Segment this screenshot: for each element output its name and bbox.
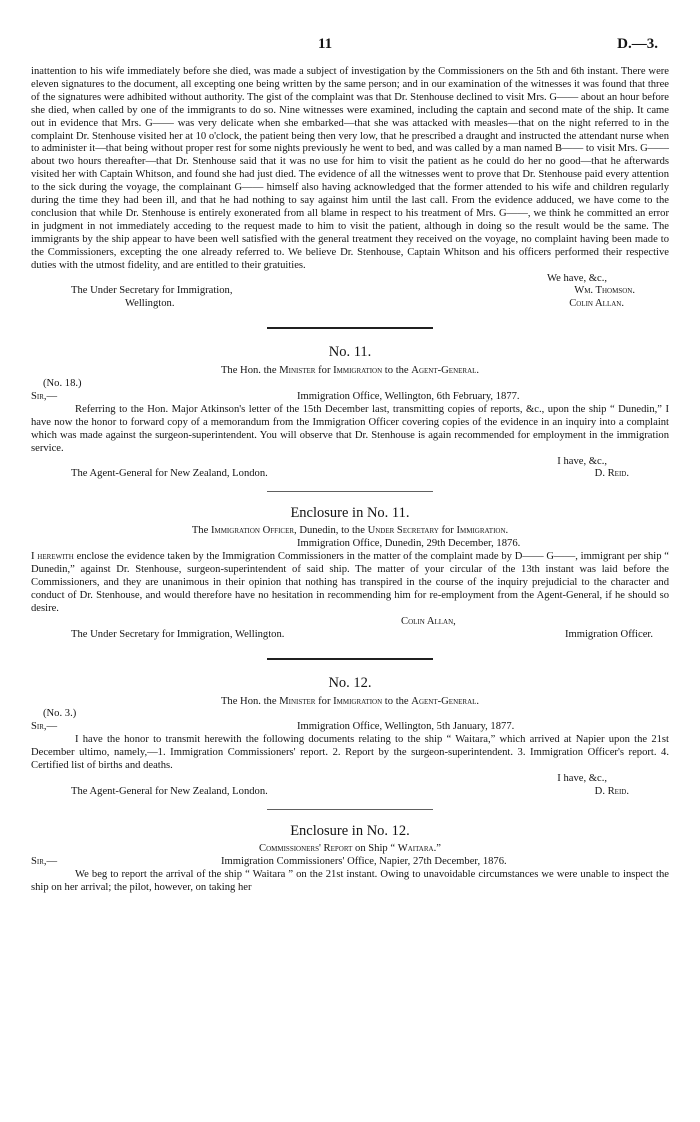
title-text: Minister [279,365,316,377]
salutation-enc12: Sir,— [31,855,58,867]
signature-row-enc11 [31,629,669,642]
letter-title-no12 [31,696,669,709]
signature-row-no12 [31,786,669,799]
section-divider [267,327,433,329]
letter-title-no11 [31,365,669,378]
title-text: Immigration [456,525,506,537]
title-text: Under Secretary [367,525,439,537]
office-no12: Immigration Office, Wellington, 5th January, 1877. [297,721,515,733]
salutation-no12: Sir,— [31,721,58,733]
page-number: 11 [318,36,333,52]
title-text: The [191,525,211,537]
signer-title-enc11: Immigration Officer. [564,628,653,640]
title-text: Commissioners' Report [259,842,353,854]
enclosure-heading-no12: Enclosure in No. 12. [290,822,410,839]
enclosure-heading-no11: Enclosure in No. 11. [290,505,410,522]
office-enc11: Immigration Office, Dunedin, 29th December, 1876. [297,538,521,550]
addressee-no11: The Agent-General for New Zealand, London. [71,468,268,480]
signer-no12: D. Reid. [594,785,629,797]
lead-word: I herewith [31,551,74,563]
title-text: Minister [279,695,316,707]
title-text: Agent-General [411,695,477,707]
title-text: to the [382,695,412,707]
title-text: to the [382,365,412,377]
page-content [31,66,669,894]
office-line-enc12 [31,856,669,869]
office-enc12: Immigration Commissioners' Office, Napier, 27th December, 1876. [221,855,507,867]
enclosure-title-no11 [31,525,669,538]
enclosure-divider [267,809,433,810]
intro-signature-row-2 [31,298,669,311]
title-text: Agent-General [411,365,477,377]
salutation-no11: Sir,— [31,391,58,403]
title-text: for [315,365,334,377]
signer-enc11: Colin Allan, [401,615,456,627]
office-no11: Immigration Office, Wellington, 6th February, 1877. [297,391,520,403]
title-text: Immigration [333,695,383,707]
addressee-no12: The Agent-General for New Zealand, London. [71,785,268,797]
intro-addressee-line2: Wellington. [125,298,175,310]
letter-body-no11: Referring to the Hon. Major Atkinson's letter of the 15th December last, transmitting copies of reports, &c., upon the ship “ Dunedin,” I have now the honor to forward copy of a memorandum from the Immigration Officer covering copies of the evidence in an inquiry into a complaint which was made against the surgeon-superintendent. You will observe that Dr. Stenhouse is again recommended for employment in the immigration service. [31,403,669,454]
addressee-enc11: The Under Secretary for Immigration, Wellington. [71,628,285,640]
intro-signer-2: Colin Allan. [569,298,624,310]
enclosure-body-no11 [31,551,669,616]
enclosure-title-no12 [31,843,669,856]
title-text: on Ship “ [352,842,398,854]
enclosure-body-text: enclose the evidence taken by the Immigration Commissioners in the matter of the complaint made by D—— G——, immigrant per ship “ Dunedin,” against Dr. Stenhouse, surgeon-superintendent of said ship. The matter of your circular of the 13th instant was laid before the Commissioners, and they are unanimous in their opinion that nothing has transpired in the course of the inquiry prejudicial to the character and conduct of Dr. Stenhouse, and would therefore have no hesitation in recommending him for re-employment from the Agent-General, if he should so desire. [31,551,669,614]
title-text: Waitara [397,842,434,854]
intro-closing: We have, &c., [546,272,607,284]
letter-body-no12: I have the honor to transmit herewith the following documents relating to the ship “ Waitara,” which arrived at Napier upon the 21st December ultimo, namely,—1. Immigration Commissioners' report. 2. Report by the surgeon-superintendent. 3. Immigration Officer's report. 4. Certified list of births and deaths. [31,734,669,772]
office-line-no11 [31,391,669,404]
intro-signature-row [31,285,669,298]
page-header [0,38,700,58]
closing-no12: I have, &c., [557,772,607,784]
letter-ref-no11: (No. 18.) [43,378,82,390]
title-text: The Hon. the [220,695,280,707]
title-text: . [505,525,509,537]
document-code: D.—3. [617,36,658,52]
intro-paragraph: inattention to his wife immediately before she died, was made a subject of investigation by the Commissioners on the 5th and 6th instant. There were eleven signatures to the document, all excepting one being written by the same person; and in our examination of the witnesses it was found that three of the signatures were adhibited without authority. The gist of the complaint was that Dr. Stenhouse declined to visit Mrs. G—— about an hour before she died, when called by one of the immigrants to do so. Nine witnesses were examined, including the captain and second mate of the ship. It came out in evidence that Mrs. G—— was very delicate when she embarked—that she was attacked with measles—that on the night referred to in the complaint Dr. Stenhouse visited her at 10 o'clock, the patient being then very low, that he prescribed a draught and instructed the attendant nurse when to administer it—that being without proper rest for some nights previously he went to bed, and was called by a man named B—— to visit Mrs. G—— about two hours thereafter—that Dr. Stenhouse said that it was no use for him to visit the patient as he could do her no good—that he afterwards visited her with Captain Whitson, and found she had just died. The evidence of all the witnesses went to prove that Dr. Stenhouse paid every attention to the sick during the voyage, the complainant G—— himself also having acknowledged that the former attended to his wife and children regularly during the time they had been ill, and that he had nothing to say against him until the last call. From the evidence adduced, we have come to the conclusion that while Dr. Stenhouse is entirely exonerated from all blame in respect to his treatment of Mrs. G——, we think he committed an error in judgment in not immediately acceding to the request made to him to visit the patient, although in doing so the result would be the same. The immigrants by the ship appear to have been well satisfied with the general treatment they received on the voyage, no complaint having been made to the Commissioners, excepting the one already referred to. We believe Dr. Stenhouse, Captain Whitson and his officers performed their respective duties with the utmost fidelity, and are entitled to their gratuities. [31,66,669,271]
signature-row-no11 [31,468,669,481]
title-text: The Hon. the [220,365,280,377]
title-text: .” [433,842,441,854]
letter-heading-no11: No. 11. [328,344,372,361]
office-line-no12 [31,721,669,734]
intro-signer-1: Wm. Thomson. [574,285,635,297]
title-text: Immigration [333,365,383,377]
title-text: , Dunedin, to the [294,525,368,537]
title-text: for [315,695,334,707]
letter-heading-no12: No. 12. [328,674,372,691]
title-text: . [476,365,480,377]
enclosure-divider [267,491,433,492]
enclosure-body-no12: We beg to report the arrival of the ship “ Waitara ” on the 21st instant. Owing to unavoidable circumstances we were unable to inspect the ship on her arrival; the pilot, however, on taking her [31,868,669,893]
title-text: Immigration Officer [210,525,295,537]
closing-no11: I have, &c., [557,455,607,467]
title-text: for [438,525,457,537]
signer-no11: D. Reid. [594,468,629,480]
title-text: . [476,695,480,707]
section-divider [267,658,433,660]
intro-addressee-line1: The Under Secretary for Immigration, [71,285,233,297]
letter-ref-no12: (No. 3.) [43,708,77,720]
